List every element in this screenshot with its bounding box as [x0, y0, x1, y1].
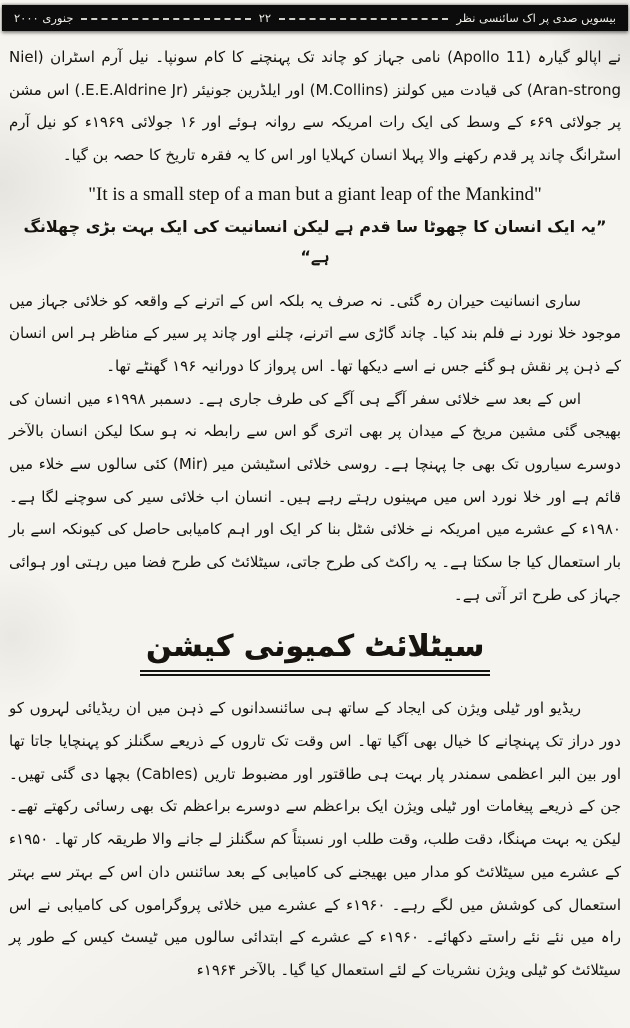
armstrong-quote-urdu: ”یہ ایک انسان کا چھوٹا سا قدم ہے لیکن انسانیت کی ایک بہت بڑی چھلانگ ہے“: [23, 216, 607, 267]
paragraph-apollo-mission: نے اپالو گیارہ (Apollo 11) نامی جہاز کو چاند تک پہنچنے کا کام سونپا۔ نیل آرم اسٹران (Niel Aran-strong) کی قیادت میں کولنز (M.Collins) اور ایلڈرین جونیئر (E.E.Aldrine Jr.) اس مشن پر جولائی ۶۹ء کے وسط کی ایک رات امریکہ سے روانہ ہوئے اور ۱۶ جولائی ۱۹۶۹ء کو نیل آرم اسٹرانگ چاند پر قدم رکھنے والا پہلا انسان کہلایا اور اس کا یہ فقرہ تاریخ کا حصہ بن گیا۔: [9, 48, 622, 165]
armstrong-quote-english: "It is a small step of a man but a giant leap of the Mankind": [88, 183, 542, 205]
dash-separator: [81, 18, 250, 20]
paragraph-space-progress: اس کے بعد سے خلائی سفر آگے ہی آگے کی طرف جاری ہے۔ دسمبر ۱۹۹۸ء میں انسان کی بھیجی گئی مشین مریخ کے میدان پر بھی اتری گو اس سے رابطہ نہ ہو سکا لیکن انسان بالآخر دوسرے سیاروں تک بھی جا پہنچا ہے۔ روسی خلائی اسٹیشن میر (Mir) کئی سالوں سے خلاء میں قائم ہے اور خلا نورد اس میں مہینوں رہتے رہے ہیں۔ انسان اب خلائی سیر کی سوچنے لگا ہے۔ ۱۹۸۰ء کے عشرے میں امریکہ نے خلائی شٹل بنا کر ایک اور اہم کامیابی حاصل کی کیونکہ اسے بار بار استعمال کیا جا سکتا ہے۔ یہ راکٹ کی طرح جاتی، سیٹلائٹ کی طرح فضا میں رہتی اور ہوائی جہاز کی طرح اتر آتی ہے۔: [9, 389, 621, 604]
section-heading-satellite-communication: [9, 629, 621, 676]
section-heading-text: سیٹلائٹ کمیونی کیشن: [140, 629, 490, 676]
journal-title: بیسویں صدی پر اک سائنسی نظر: [456, 11, 616, 25]
issue-date: جنوری ۲۰۰۰: [13, 11, 74, 25]
page-header-bar: [2, 5, 628, 31]
article-content: [0, 41, 630, 987]
paragraph-moon-landing-reaction: ساری انسانیت حیران رہ گئی۔ نہ صرف یہ بلکہ اس کے اترنے کے واقعہ کو خلائی جہاز میں موجود خلا نورد نے فلم بند کیا۔ چاند گاڑی سے اترنے، چلنے اور چاند پر سیر کے مناظر ہر اس انسان کے ذہن پر نقش ہو گئے جس نے اسے دیکھا تھا۔ اس پرواز کا دورانیہ ۱۹۶ گھنٹے تھا۔: [9, 291, 621, 375]
dash-separator: [279, 18, 448, 20]
paragraph-satellite-communication: ریڈیو اور ٹیلی ویژن کی ایجاد کے ساتھ ہی سائنسدانوں کے ذہن میں ان ریڈیائی لہروں کو دور دراز تک پہنچانے کا خیال بھی آگیا تھا۔ اس وقت تک تاروں کے ذریعے سگنلز کو پہنچایا جاتا تھا اور بین البر اعظمی سمندر پار بہت ہی طاقتور اور مضبوط تاریں (Cables) بچھا دی گئی تھیں۔ جن کے ذریعے پیغامات اور ٹیلی ویژن ایک براعظم سے دوسرے براعظم تک بھی رسائی رکھتے تھے۔ لیکن یہ بہت مہنگا، دقت طلب، وقت طلب اور نسبتاً کم سگنلز لے جانے والا طریقہ کار تھا۔ ۱۹۵۰ء کے عشرے میں سیٹلائٹ کو مدار میں بھیجنے کی کامیابی کے بعد سائنس دان اس کے بہتر سے بہتر استعمال کی کوشش میں لگے رہے۔ ۱۹۶۰ء کے عشرے میں خلائی پروگراموں کی کامیابی نے اس راہ میں نئے نئے راستے دکھائے۔ ۱۹۶۰ء کے عشرے کے ابتدائی سالوں میں ٹیسٹ کیس کے طور پر سیٹلائٹ کو ٹیلی ویژن نشریات کے لئے استعمال کیا گیا۔ بالآخر ۱۹۶۴ء: [9, 699, 622, 979]
page-number: ۲۲: [258, 11, 272, 25]
